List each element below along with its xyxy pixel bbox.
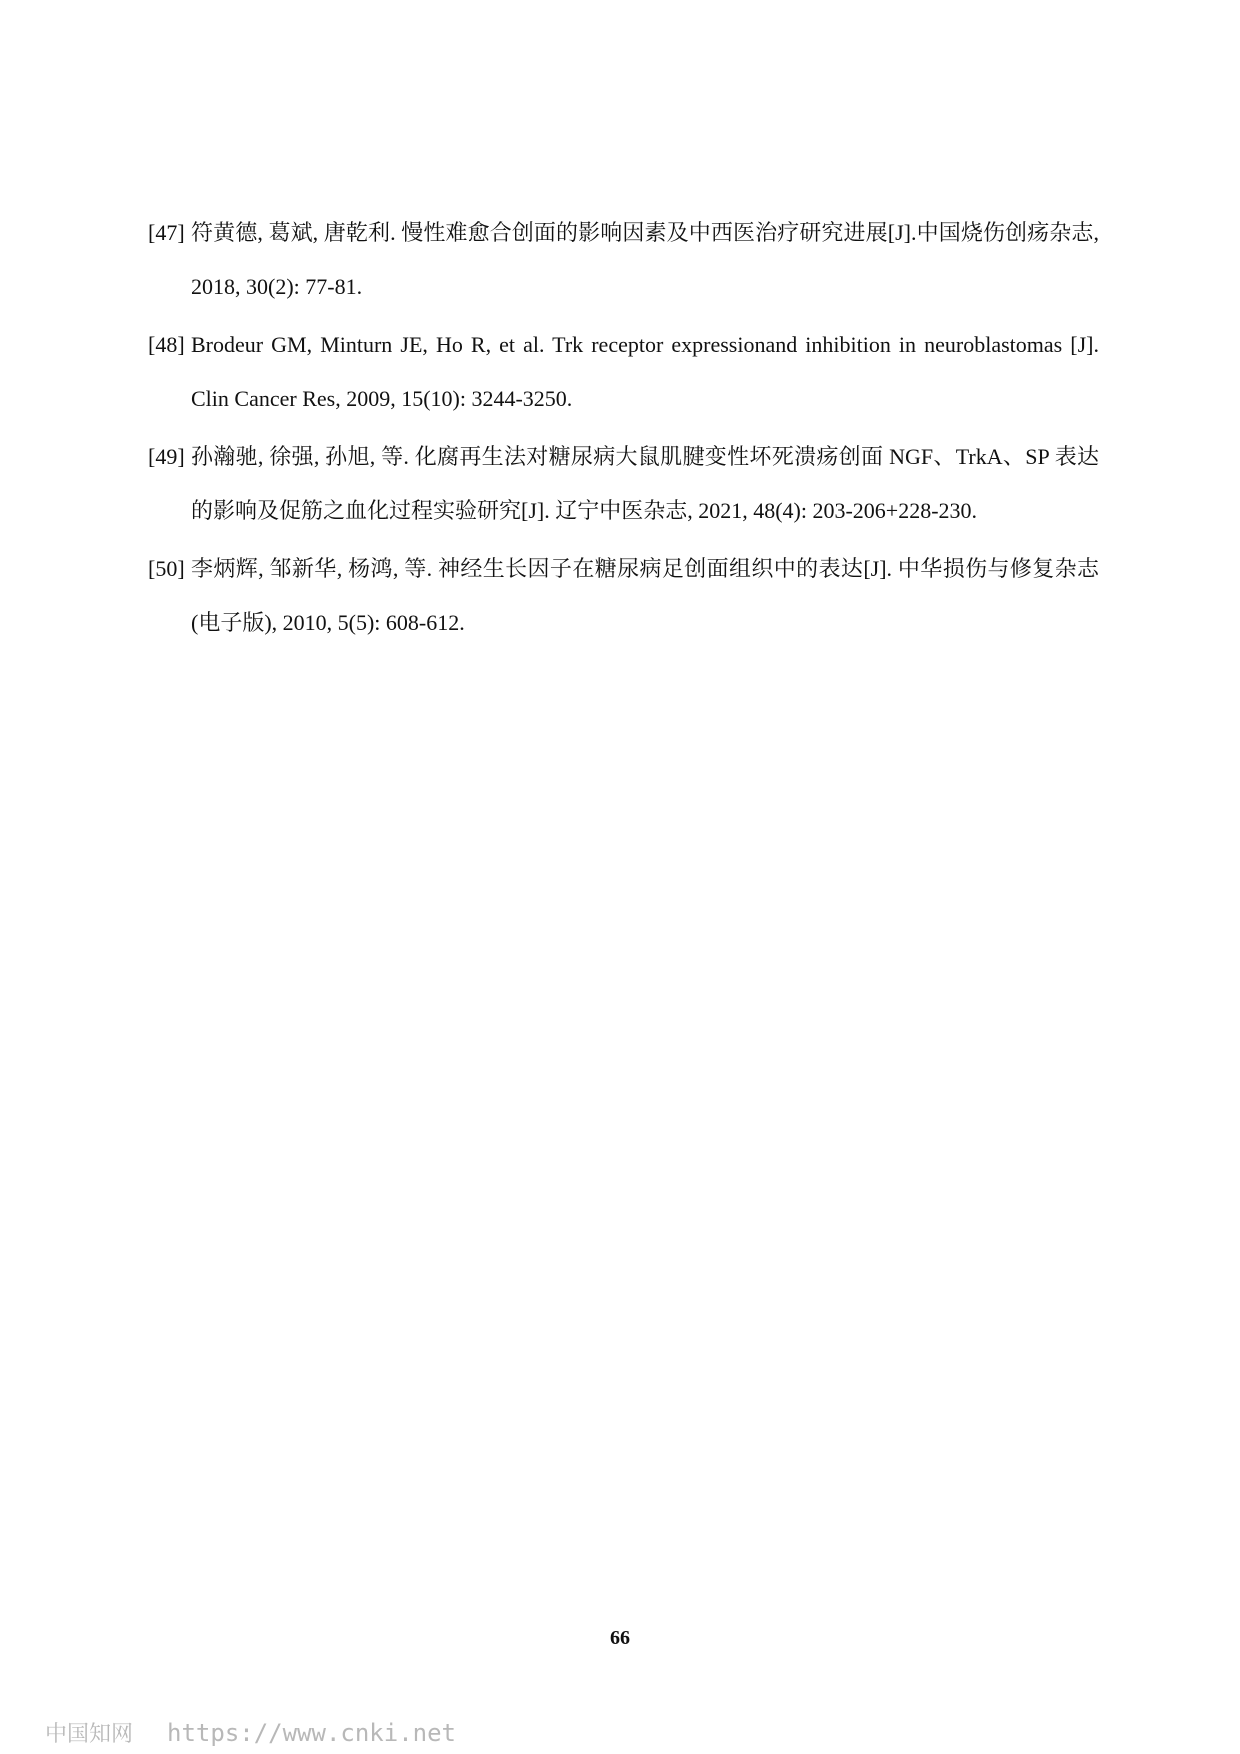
reference-text: Brodeur GM, Minturn JE, Ho R, et al. Trk receptor expressionand inhibition in neuroblastomas [J]. Clin Cancer Res, 2009, 15(10): 3244-3250. <box>191 332 1099 411</box>
reference-list <box>148 206 1099 654</box>
reference-item <box>148 430 1099 538</box>
reference-item <box>148 318 1099 426</box>
reference-text: 孙瀚驰, 徐强, 孙旭, 等. 化腐再生法对糖尿病大鼠肌腱变性坏死溃疡创面 NGF、TrkA、SP 表达的影响及促筋之血化过程实验研究[J]. 辽宁中医杂志, 2021, 48(4): 203-206+228-230. <box>191 444 1099 523</box>
watermark-url: https://www.cnki.net <box>167 1719 456 1747</box>
reference-number: [49] <box>148 444 185 469</box>
reference-text: 李炳辉, 邹新华, 杨鸿, 等. 神经生长因子在糖尿病足创面组织中的表达[J]. 中华损伤与修复杂志(电子版), 2010, 5(5): 608-612. <box>191 556 1099 635</box>
reference-text: 符黄德, 葛斌, 唐乾利. 慢性难愈合创面的影响因素及中西医治疗研究进展[J].中国烧伤创疡杂志, 2018, 30(2): 77-81. <box>191 220 1099 299</box>
reference-number: [47] <box>148 220 185 245</box>
page-number: 66 <box>610 1627 630 1649</box>
reference-item <box>148 206 1099 314</box>
reference-number: [50] <box>148 556 185 581</box>
watermark-name: 中国知网 <box>45 1722 134 1747</box>
reference-item <box>148 542 1099 650</box>
cnki-watermark <box>45 1717 456 1748</box>
reference-number: [48] <box>148 332 185 357</box>
